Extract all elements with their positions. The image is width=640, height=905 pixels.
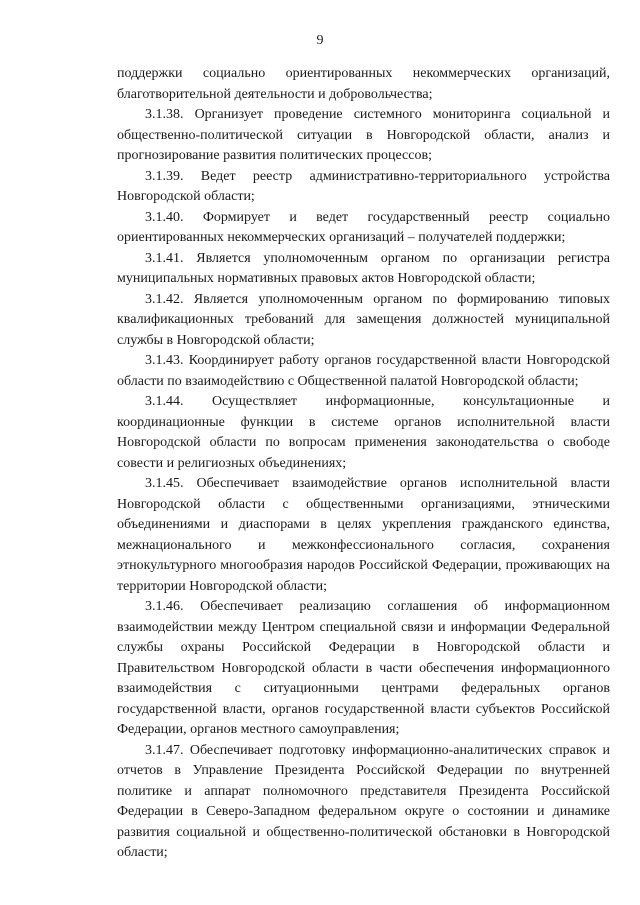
paragraph-3-1-47: 3.1.47. Обеспечивает подготовку информационно-аналитических справок и отчетов в Управление Президента Российской Федерации по внутренней политике и аппарат полномочного представителя Президента Российской Федерации в Северо-Западном федеральном округе о состоянии и динамике развития социальной и общественно-политической обстановки в Новгородской области; <box>117 742 610 860</box>
paragraph-3-1-40: 3.1.40. Формирует и ведет государственный реестр социально ориентированных некоммерческих организаций – получателей поддержки; <box>117 209 610 245</box>
paragraph-3-1-43: 3.1.43. Координирует работу органов государственной власти Новгородской области по взаимодействию с Общественной палатой Новгородской области; <box>117 353 610 389</box>
paragraph-3-1-42: 3.1.42. Является уполномоченным органом по формированию типовых квалификационных требований для замещения должностей муниципальной службы в Новгородской области; <box>117 291 610 348</box>
paragraph-3-1-46: 3.1.46. Обеспечивает реализацию соглашения об информационном взаимодействии между Центром специальной связи и информации Федеральной службы охраны Российской Федерации в Новгородской области и Правительством Новгородской области в части обеспечения информационного взаимодействия с ситуационными центрами федеральных органов государственной власти, органов государственной власти субъектов Российской Федерации, органов местного самоуправления; <box>117 599 610 737</box>
paragraph-3-1-38: 3.1.38. Организует проведение системного мониторинга социальной и общественно-политической ситуации в Новгородской области, анализ и прогнозирование развития политических процессов; <box>117 107 610 163</box>
paragraph-3-1-44: 3.1.44. Осуществляет информационные, консультационные и координационные функции в системе органов исполнительной власти Новгородской области по вопросам применения законодательства о свободе совести и религиозных объединениях; <box>117 394 610 471</box>
paragraph-continuation: поддержки социально ориентированных некоммерческих организаций, благотворительной деятельности и добровольчества; <box>117 66 610 102</box>
document-body <box>117 64 610 864</box>
page-number: 9 <box>316 33 324 48</box>
paragraph-3-1-39: 3.1.39. Ведет реестр административно-территориального устройства Новгородской области; <box>117 168 610 204</box>
paragraph-3-1-41: 3.1.41. Является уполномоченным органом по организации регистра муниципальных нормативных правовых актов Новгородской области; <box>117 250 610 286</box>
paragraph-3-1-45: 3.1.45. Обеспечивает взаимодействие органов исполнительной власти Новгородской области с общественными организациями, этническими объединениями и диаспорами в целях укрепления гражданского единства, межнационального и межконфессионального согласия, сохранения этнокультурного многообразия народов Российской Федерации, проживающих на территории Новгородской области; <box>117 476 610 594</box>
